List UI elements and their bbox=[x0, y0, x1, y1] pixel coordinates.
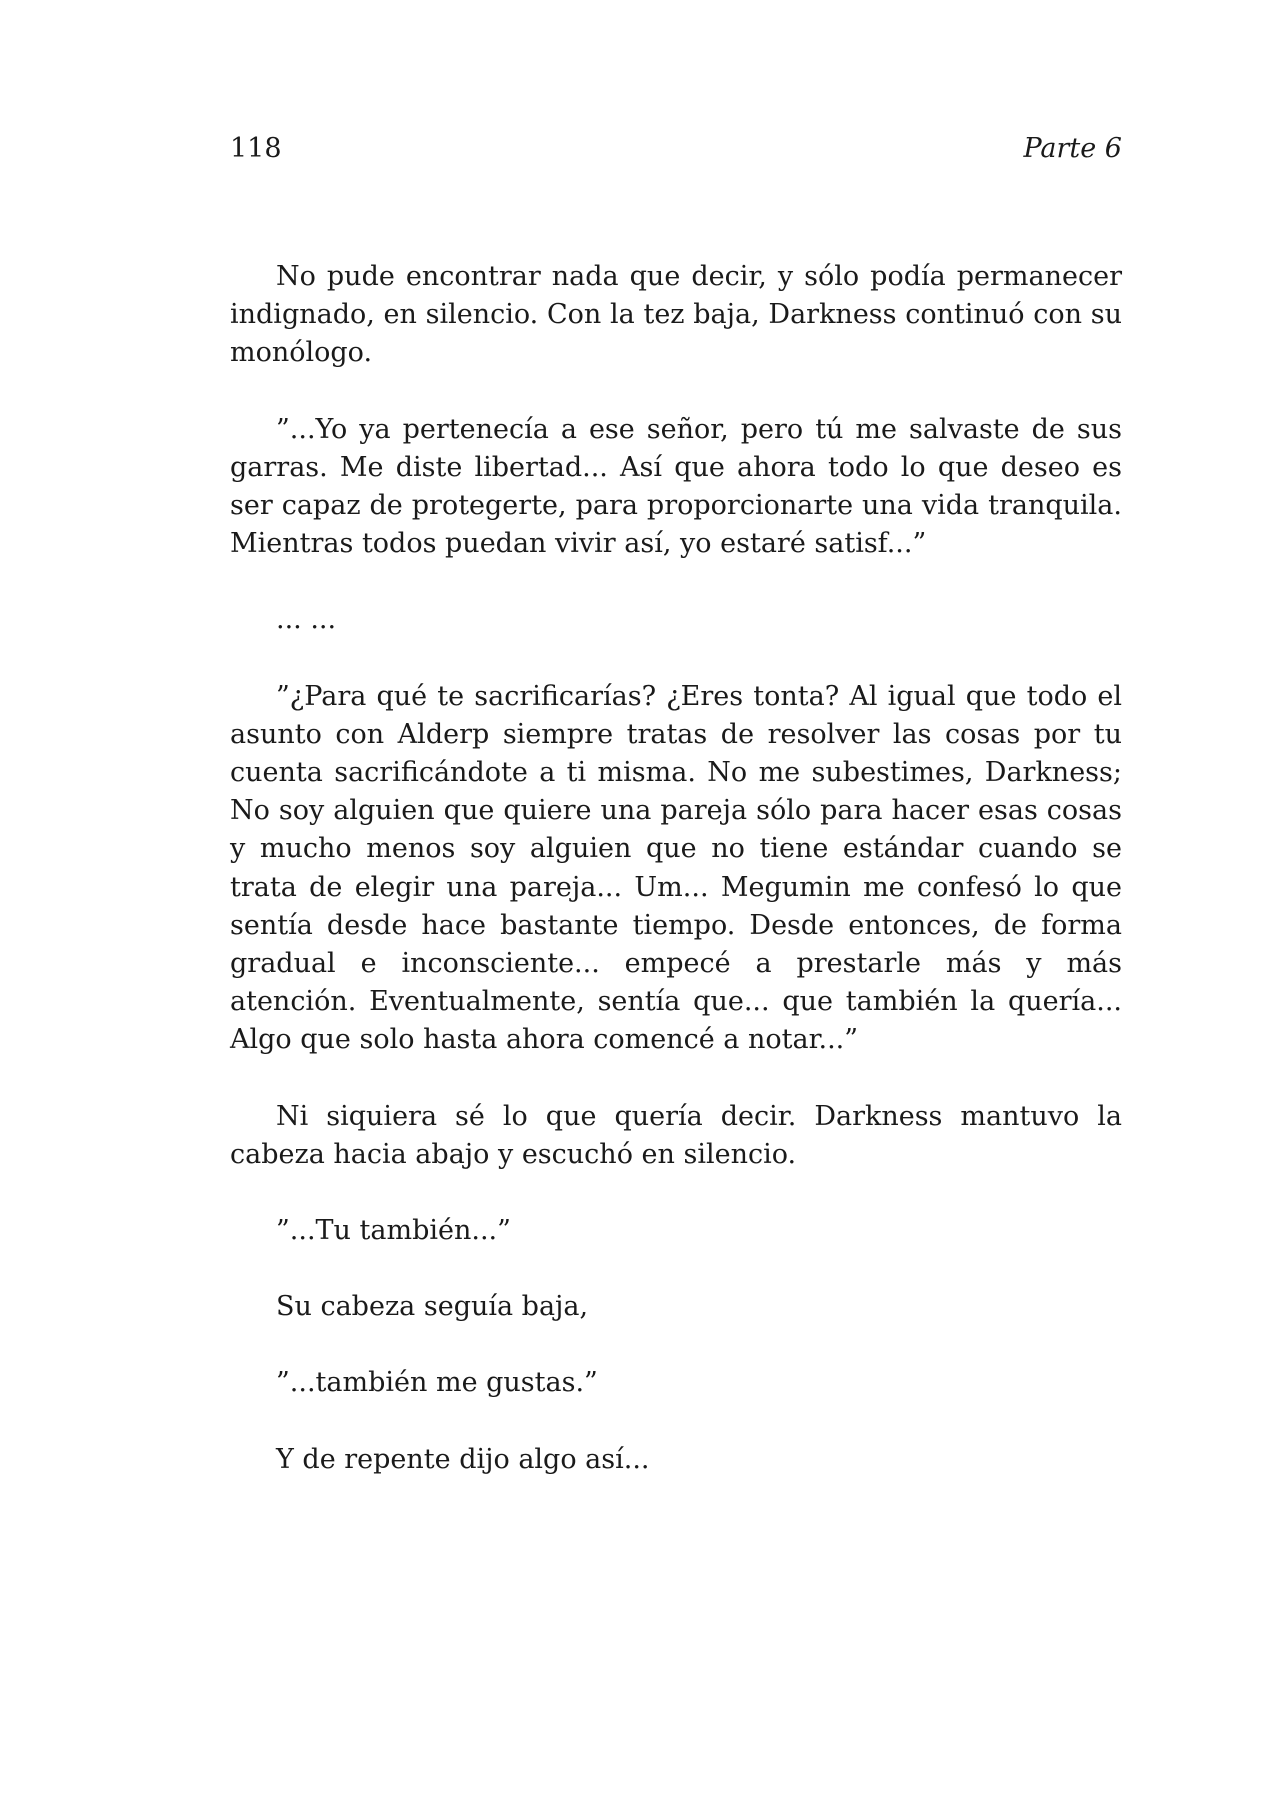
paragraph: No pude encontrar nada que decir, y sólo podía permanecer indignado, en silencio. Con la tez baja, Darkness continuó con su monólogo. bbox=[230, 261, 1122, 369]
paragraph: ”...Tu también...” bbox=[276, 1215, 511, 1247]
paragraph: ”¿Para qué te sacrificarías? ¿Eres tonta? Al igual que todo el asunto con Alderp siempre tratas de resolver las cosas por tu cuenta sacrificándote a ti misma. No me subestimes, Darkness; No soy alguien que quiere una pareja sólo para hacer esas cosas y mucho menos soy alguien que no tiene estándar cuando se trata de elegir una pareja... Um... Megumin me confesó lo que sentía desde hace bastante tiempo. Desde entonces, de forma gradual e inconsciente... empecé a prestarle más y más atención. Eventualmente, sentía que... que también la quería... Algo que solo hasta ahora comencé a notar...” bbox=[230, 680, 1122, 1056]
page-number: 118 bbox=[230, 133, 282, 164]
running-header bbox=[230, 131, 1122, 167]
running-title: Parte 6 bbox=[1023, 133, 1122, 164]
paragraph: Y de repente dijo algo así... bbox=[276, 1443, 650, 1475]
paragraph: Ni siquiera sé lo que quería decir. Darkness mantuvo la cabeza hacia abajo y escuchó en silencio. bbox=[230, 1100, 1122, 1170]
paragraph: ... ... bbox=[276, 604, 337, 636]
paragraph: ”...Yo ya pertenecía a ese señor, pero tú me salvaste de sus garras. Me diste libertad... Así que ahora todo lo que deseo es ser capaz de protegerte, para proporcionarte una vida tranquila. Mientras todos puedan vivir así, yo estaré satisf...” bbox=[230, 413, 1122, 560]
body-text bbox=[230, 258, 1122, 1517]
paragraph: Su cabeza seguía baja, bbox=[276, 1291, 589, 1323]
paragraph: ”...también me gustas.” bbox=[276, 1367, 598, 1399]
book-page bbox=[230, 0, 1122, 1807]
